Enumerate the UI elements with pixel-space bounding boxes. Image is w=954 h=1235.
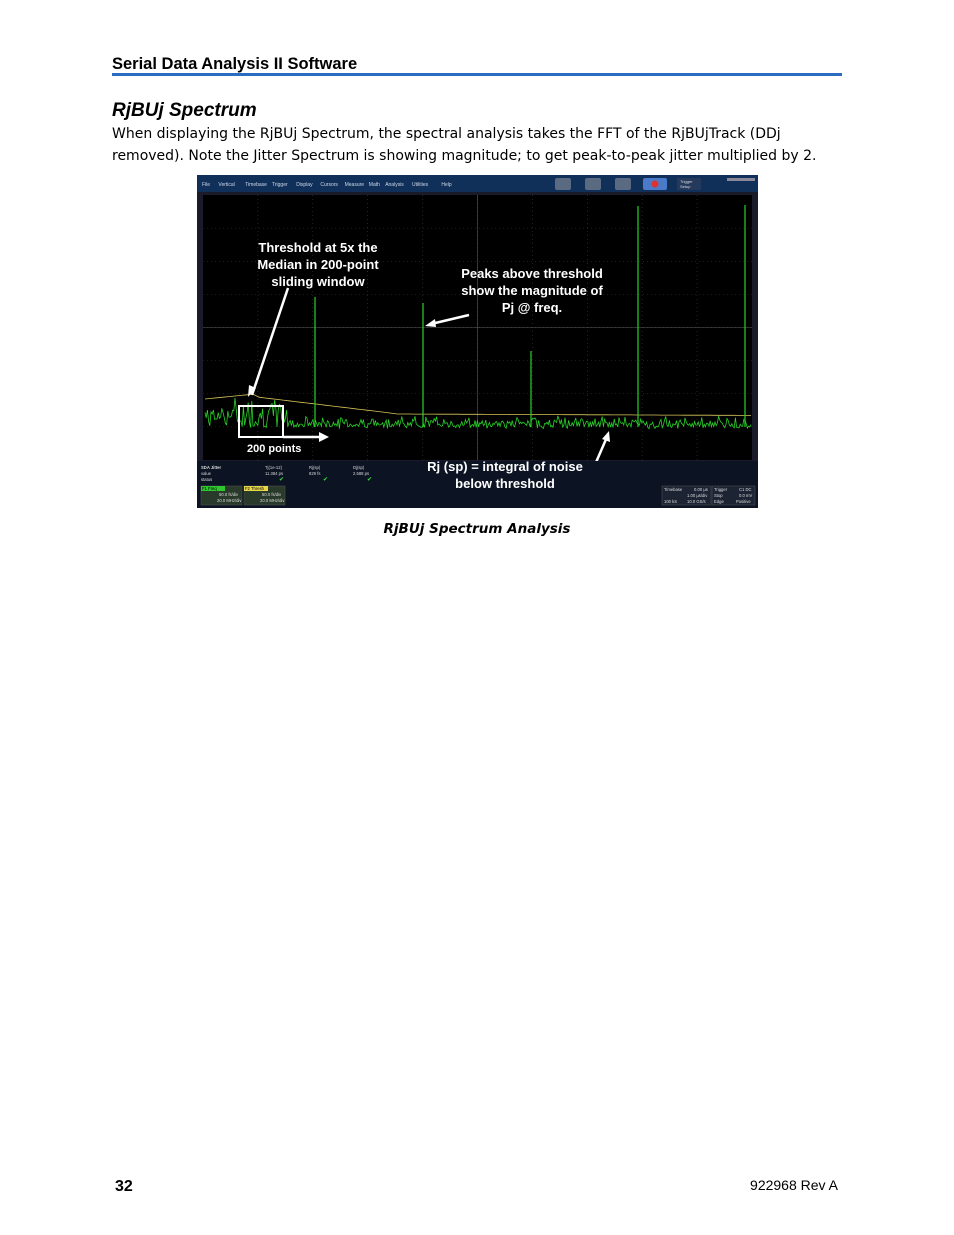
section-body: When displaying the RjBUj Spectrum, the spectral analysis takes the FFT of the RjBUjTrack (DDj removed). Note the Jitter Spectrum is showing magnitude; to get peak-to-peak jitter multiplied by 2. — [112, 126, 817, 164]
menu-item-math[interactable]: Math — [368, 182, 380, 188]
annotation-rj: Rj (sp) = integral of noise below threshold — [427, 459, 583, 491]
table-cell: 829 fs — [309, 471, 321, 476]
menu-item-measure[interactable]: Measure — [344, 182, 365, 188]
svg-text:TriggerSetup: Trigger Setup — [680, 179, 693, 189]
timebase-value: 100 kS — [664, 499, 678, 504]
figure-caption: RjBUj Spectrum Analysis — [383, 521, 571, 537]
menu-item-analysis[interactable]: Analysis — [385, 182, 404, 188]
toolbar-icon-1[interactable] — [555, 178, 571, 190]
trace-value: 50.0 fs/div — [219, 492, 239, 497]
header-rule — [112, 73, 842, 76]
table-row-label: SDA Jitter — [201, 465, 222, 470]
table-col-header: Tj(1e-12) — [265, 465, 282, 470]
trigger-value: 0.0 mV — [739, 493, 753, 498]
check-icon: ✔ — [279, 477, 285, 483]
trigger-label: Trigger — [714, 487, 728, 492]
trigger-value: Edge — [714, 499, 724, 504]
timebase-label: Timebase — [664, 487, 683, 492]
annotation-peaks: Peaks above threshold show the magnitude of Pj @ freq. — [461, 266, 603, 315]
timebase-value: 10.0 GS/s — [687, 499, 706, 504]
section-title: RjBUj Spectrum — [112, 100, 257, 121]
menu-item-trigger[interactable]: Trigger — [272, 182, 288, 188]
menu-item-timebase[interactable]: Timebase — [245, 182, 267, 188]
trace-value: 20.0 MHz/div — [260, 498, 285, 503]
table-col-header: Dj(sp) — [353, 465, 365, 470]
timebase-value: 1.00 µs/div — [687, 493, 708, 498]
trigger-value: C1 DC — [739, 487, 752, 492]
trigger-value: Positive — [736, 499, 751, 504]
oscilloscope-screenshot — [197, 175, 758, 508]
check-icon: ✔ — [323, 477, 329, 483]
table-row-label: value — [201, 471, 212, 476]
timebase-value: 0.00 µs — [694, 487, 708, 492]
table-row-label: status — [201, 477, 213, 482]
toolbar-icon-2[interactable] — [585, 178, 601, 190]
document-id: 922968 Rev A — [750, 1177, 838, 1193]
table-cell: 2.588 ps — [353, 471, 370, 476]
menu-item-file[interactable]: File — [202, 182, 211, 188]
menu-item-help[interactable]: Help — [441, 182, 452, 188]
trigger-value: Stop — [714, 493, 723, 498]
annotation-threshold: Threshold at 5x the Median in 200-point sliding window — [257, 240, 379, 289]
menu-item-vertical[interactable]: Vertical — [218, 182, 235, 188]
check-icon: ✔ — [367, 477, 373, 483]
trace-value: 50.0 fs/div — [262, 492, 282, 497]
table-cell: 11.384 ps — [265, 471, 284, 476]
running-header: Serial Data Analysis II Software — [112, 55, 358, 73]
menu-item-utilities[interactable]: Utilities — [412, 182, 429, 188]
menu-item-cursors[interactable]: Cursors — [320, 182, 338, 188]
trace-label: F1 Freq — [202, 486, 217, 491]
page-number: 32 — [115, 1178, 133, 1195]
toolbar-icon-3[interactable] — [615, 178, 631, 190]
table-col-header: Rj(sp) — [309, 465, 321, 470]
annotation-points: 200 points — [247, 443, 302, 455]
trace-label: F2 Thresh — [245, 486, 265, 491]
menu-item-display[interactable]: Display — [296, 182, 313, 188]
trace-value: 20.0 MHz/div — [217, 498, 242, 503]
